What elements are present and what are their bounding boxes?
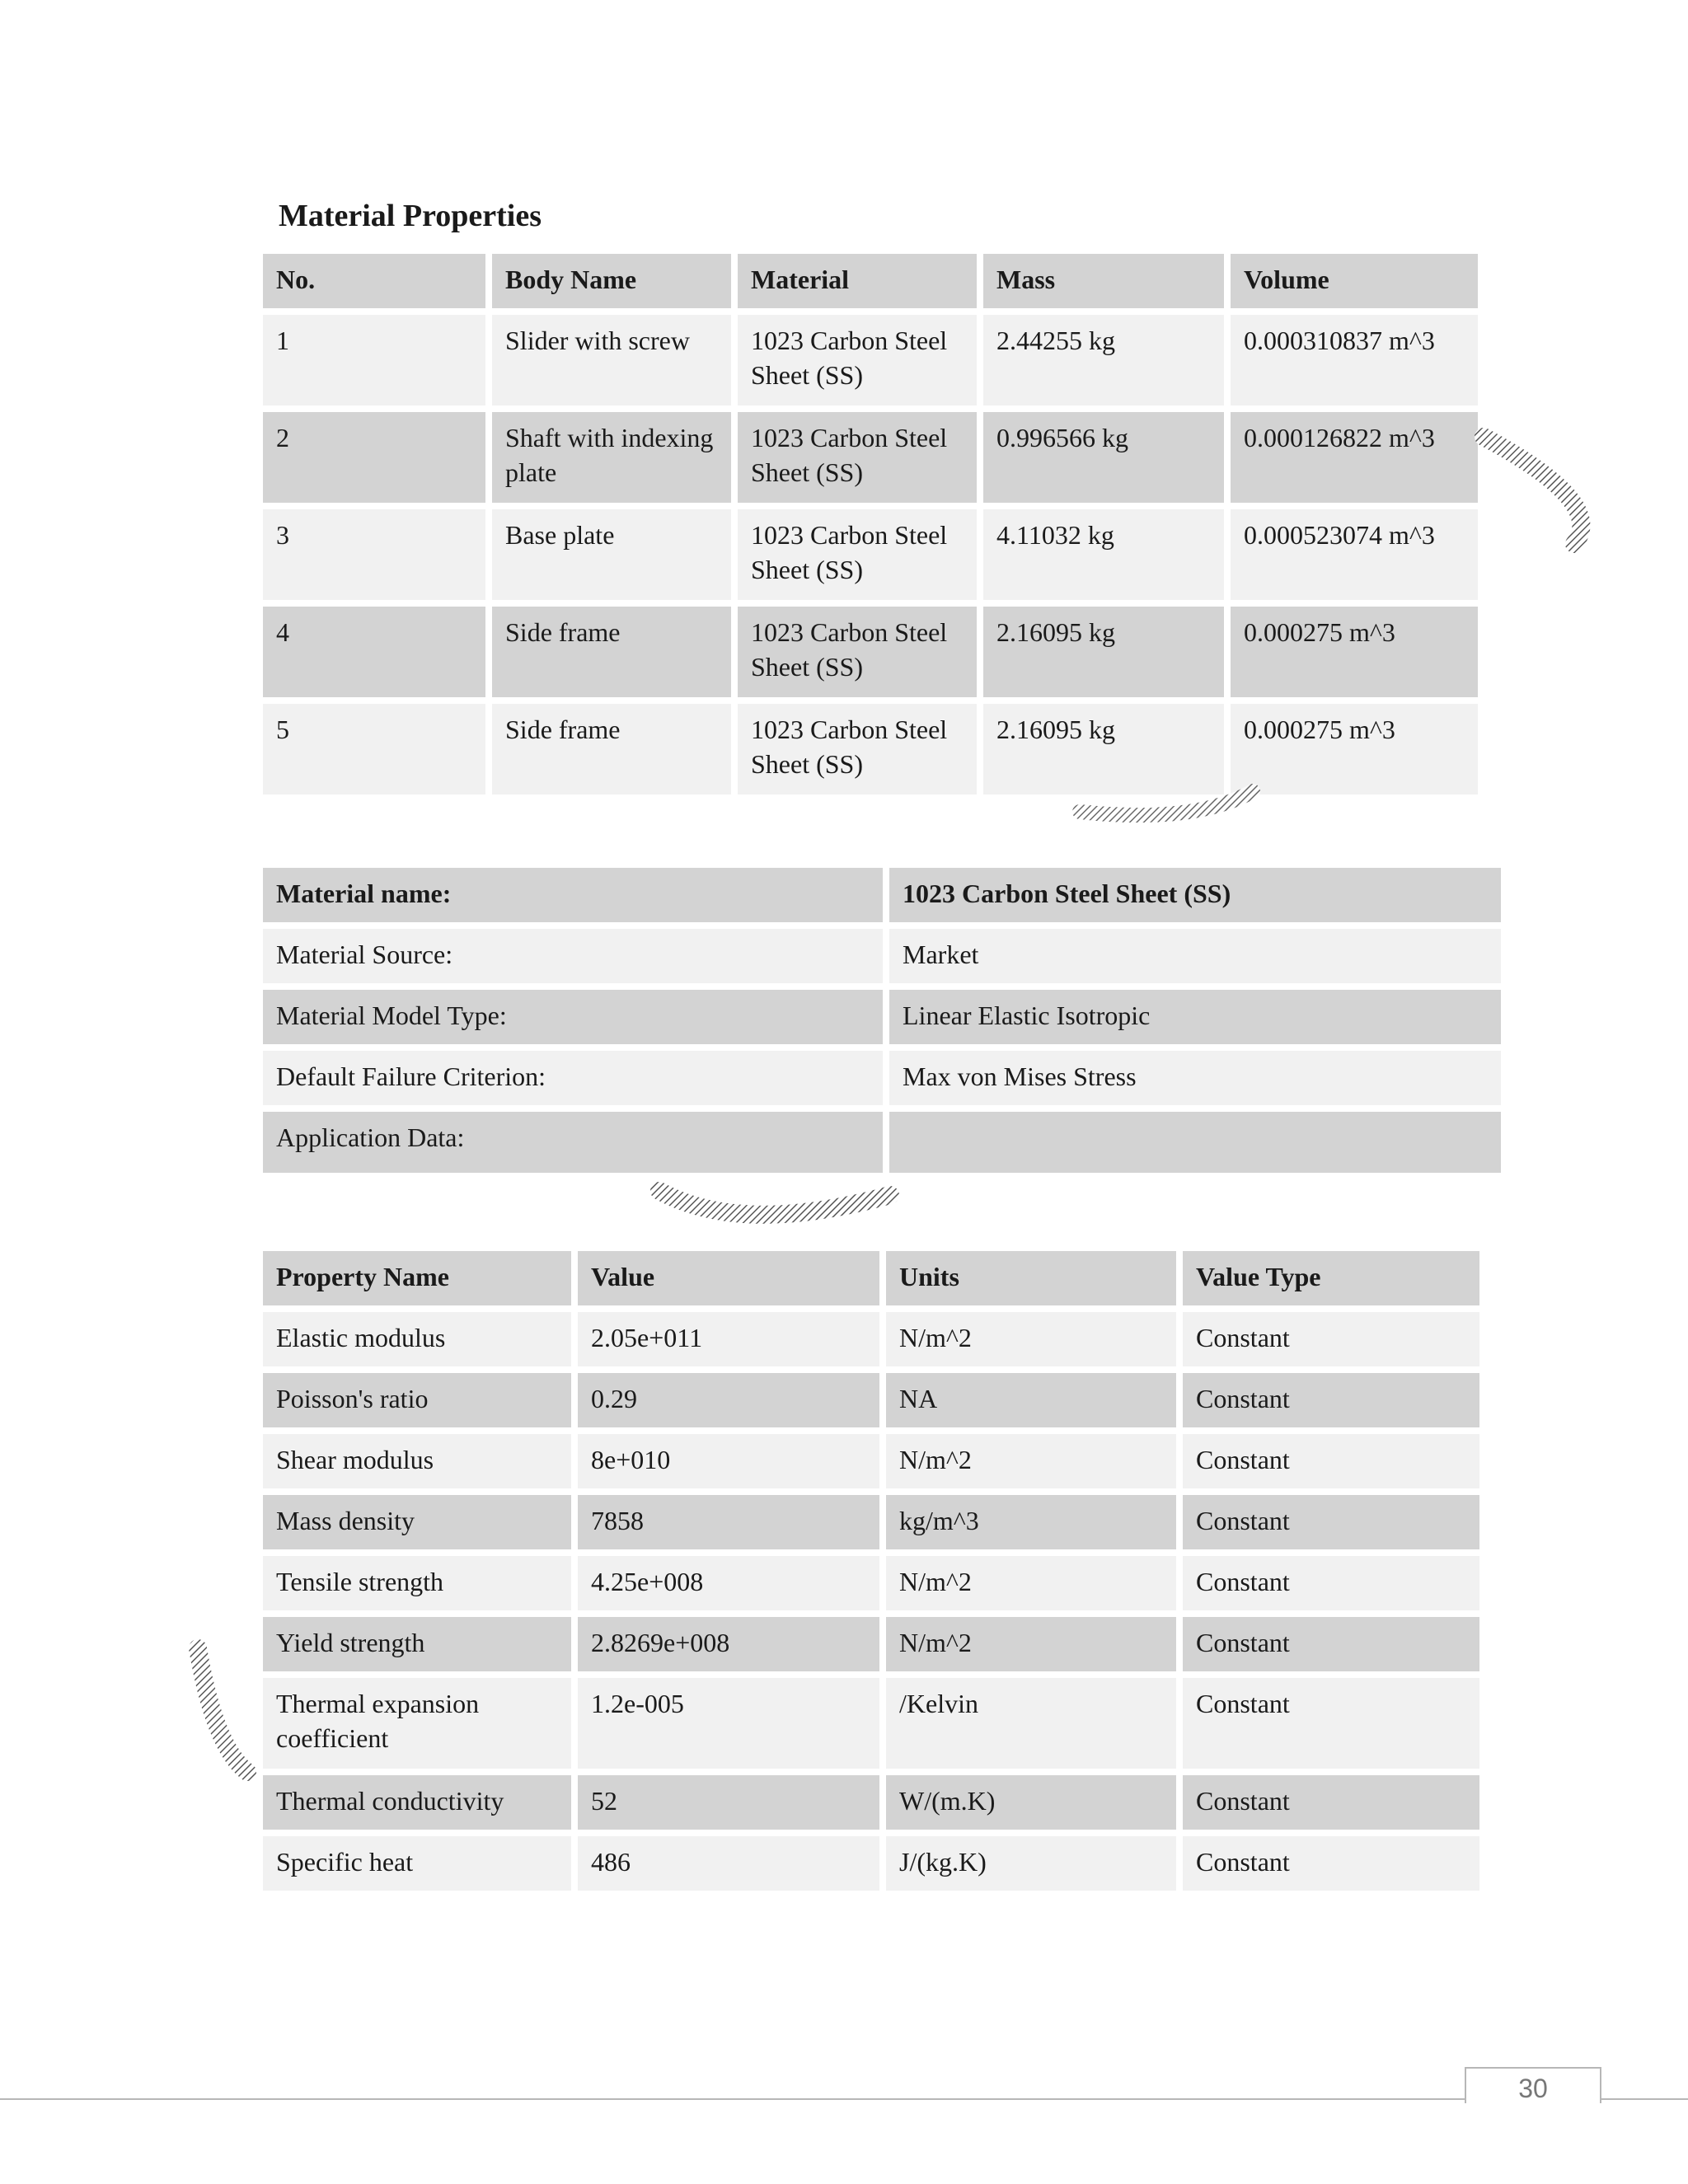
table-row: [263, 1495, 1479, 1549]
table-cell: 7858: [578, 1495, 879, 1549]
table-cell: 52: [578, 1775, 879, 1830]
info-label: Material Model Type:: [263, 990, 883, 1044]
header-cell: Body Name: [492, 254, 731, 308]
header-cell: Material: [738, 254, 977, 308]
table-cell: Constant: [1183, 1775, 1479, 1830]
table-cell: 2.05e+011: [578, 1312, 879, 1366]
table-cell: 8e+010: [578, 1434, 879, 1488]
footer-rule: [0, 2098, 1688, 2100]
info-value: Max von Mises Stress: [889, 1051, 1501, 1105]
table-row: [263, 509, 1478, 600]
table-row: [263, 1112, 1501, 1173]
table-cell: 0.000523074 m^3: [1231, 509, 1478, 600]
table-cell: 0.000126822 m^3: [1231, 412, 1478, 503]
table-header-row: [263, 254, 1478, 308]
table-cell: 0.996566 kg: [983, 412, 1224, 503]
table-cell: Specific heat: [263, 1836, 571, 1891]
table-cell: Thermal expansion coefficient: [263, 1678, 571, 1769]
table-cell: /Kelvin: [886, 1678, 1176, 1769]
info-label: Material Source:: [263, 929, 883, 983]
info-label: Material name:: [263, 868, 883, 922]
table-cell: 5: [263, 704, 485, 794]
header-cell: Volume: [1231, 254, 1478, 308]
properties-table: [256, 1244, 1486, 1897]
table-cell: Constant: [1183, 1678, 1479, 1769]
info-value: 1023 Carbon Steel Sheet (SS): [889, 868, 1501, 922]
info-value: Linear Elastic Isotropic: [889, 990, 1501, 1044]
header-cell: Mass: [983, 254, 1224, 308]
table-cell: Constant: [1183, 1373, 1479, 1427]
table-cell: W/(m.K): [886, 1775, 1176, 1830]
table-row: [263, 1312, 1479, 1366]
table-row: [263, 1373, 1479, 1427]
table-header-row: [263, 1251, 1479, 1305]
table-cell: Constant: [1183, 1836, 1479, 1891]
material-info-table: [256, 861, 1507, 1179]
table-cell: 0.000310837 m^3: [1231, 315, 1478, 405]
table-cell: 1.2e-005: [578, 1678, 879, 1769]
table-cell: Shear modulus: [263, 1434, 571, 1488]
table-cell: 0.000275 m^3: [1231, 607, 1478, 697]
table-row: [263, 1434, 1479, 1488]
bodies-table: [256, 247, 1484, 801]
info-value: [889, 1112, 1501, 1173]
table-cell: 1023 Carbon Steel Sheet (SS): [738, 412, 977, 503]
section-heading: Material Properties: [279, 199, 542, 233]
table-cell: Yield strength: [263, 1617, 571, 1671]
table-row: [263, 990, 1501, 1044]
table-row: [263, 929, 1501, 983]
table-cell: 1023 Carbon Steel Sheet (SS): [738, 315, 977, 405]
table-row: [263, 1678, 1479, 1769]
table-cell: Base plate: [492, 509, 731, 600]
header-cell: Property Name: [263, 1251, 571, 1305]
header-cell: Value Type: [1183, 1251, 1479, 1305]
table-cell: 1023 Carbon Steel Sheet (SS): [738, 607, 977, 697]
table-row: [263, 1775, 1479, 1830]
table-cell: 4.25e+008: [578, 1556, 879, 1610]
header-cell: No.: [263, 254, 485, 308]
table-row: [263, 1051, 1501, 1105]
table-cell: Elastic modulus: [263, 1312, 571, 1366]
table-cell: 2: [263, 412, 485, 503]
table-cell: Constant: [1183, 1617, 1479, 1671]
table-cell: Constant: [1183, 1312, 1479, 1366]
table-cell: 1023 Carbon Steel Sheet (SS): [738, 509, 977, 600]
table-cell: Constant: [1183, 1556, 1479, 1610]
table-cell: Tensile strength: [263, 1556, 571, 1610]
table-cell: 4: [263, 607, 485, 697]
table-cell: N/m^2: [886, 1434, 1176, 1488]
table-cell: 2.44255 kg: [983, 315, 1224, 405]
table-cell: 2.16095 kg: [983, 607, 1224, 697]
table-cell: 0.29: [578, 1373, 879, 1427]
table-cell: Side frame: [492, 704, 731, 794]
page-number: 30: [1465, 2067, 1601, 2103]
table-cell: 4.11032 kg: [983, 509, 1224, 600]
info-label: Application Data:: [263, 1112, 883, 1173]
header-cell: Value: [578, 1251, 879, 1305]
table-cell: kg/m^3: [886, 1495, 1176, 1549]
table-cell: Side frame: [492, 607, 731, 697]
header-cell: Units: [886, 1251, 1176, 1305]
table-row: [263, 315, 1478, 405]
table-row: [263, 412, 1478, 503]
table-row: [263, 607, 1478, 697]
table-cell: N/m^2: [886, 1617, 1176, 1671]
table-cell: Poisson's ratio: [263, 1373, 571, 1427]
table-row: [263, 1556, 1479, 1610]
info-label: Default Failure Criterion:: [263, 1051, 883, 1105]
table-cell: Shaft with indexing plate: [492, 412, 731, 503]
table-cell: Constant: [1183, 1434, 1479, 1488]
table-cell: Slider with screw: [492, 315, 731, 405]
table-row: [263, 1836, 1479, 1891]
table-cell: J/(kg.K): [886, 1836, 1176, 1891]
table-cell: NA: [886, 1373, 1176, 1427]
table-cell: 486: [578, 1836, 879, 1891]
table-cell: 1: [263, 315, 485, 405]
table-cell: 1023 Carbon Steel Sheet (SS): [738, 704, 977, 794]
table-cell: 2.8269e+008: [578, 1617, 879, 1671]
table-cell: N/m^2: [886, 1312, 1176, 1366]
table-cell: 0.000275 m^3: [1231, 704, 1478, 794]
table-cell: 3: [263, 509, 485, 600]
table-cell: Constant: [1183, 1495, 1479, 1549]
table-row: [263, 868, 1501, 922]
table-cell: 2.16095 kg: [983, 704, 1224, 794]
info-value: Market: [889, 929, 1501, 983]
table-cell: Thermal conductivity: [263, 1775, 571, 1830]
table-cell: N/m^2: [886, 1556, 1176, 1610]
table-row: [263, 1617, 1479, 1671]
table-row: [263, 704, 1478, 794]
table-cell: Mass density: [263, 1495, 571, 1549]
